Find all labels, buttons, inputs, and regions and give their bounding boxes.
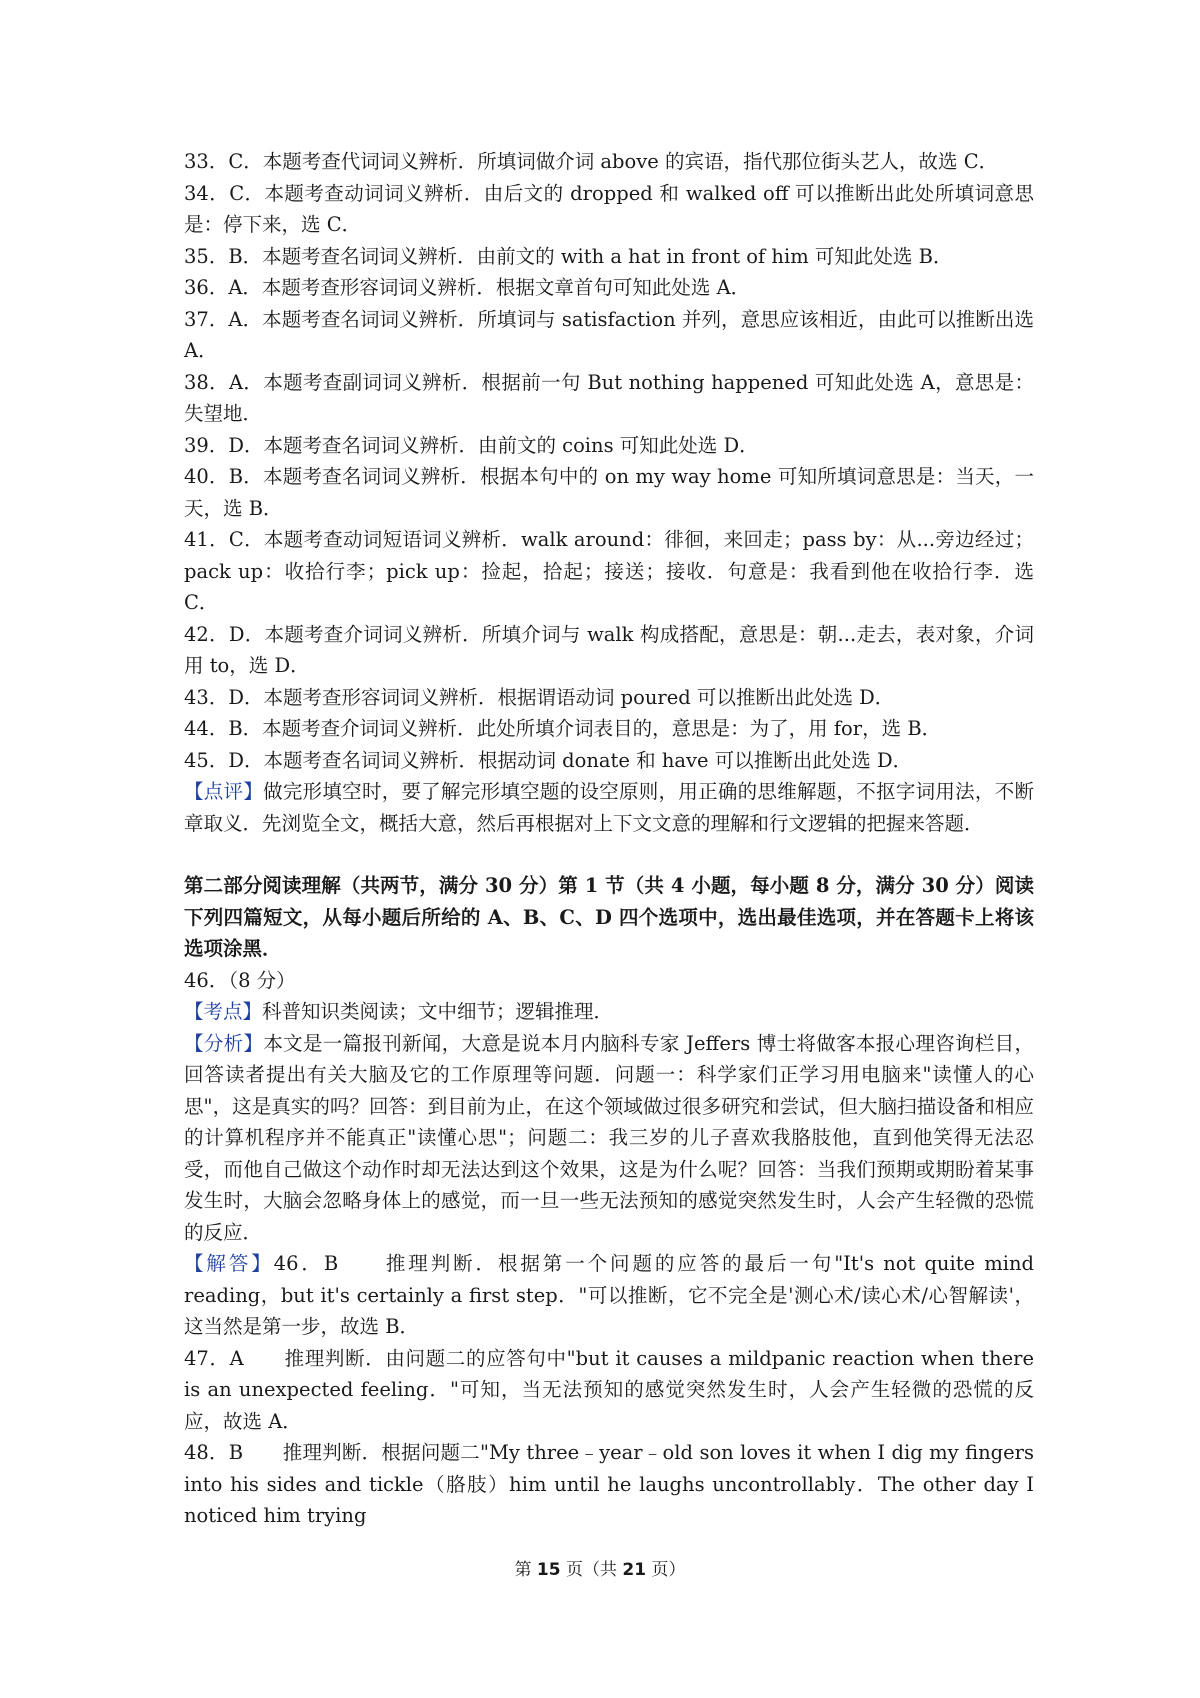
question-46-title: 46．（8 分） [184,968,296,992]
page-footer [0,1555,1200,1580]
kaodian-paragraph [184,996,1034,1028]
answer-41: 41．C．本题考查动词短语词义辨析．walk around：徘徊，来回走；pass by：从...旁边经过；pack up：收拾行李；pick up：捡起，拾起；接送；接收．句意是：我看到他在收拾行李．选 C． [184,528,1034,614]
answer-39: 39．D．本题考查名词词义辨析．由前文的 coins 可知此处选 D． [184,433,759,457]
answer-33: 33．C．本题考查代词词义辨析．所填词做介词 above 的宾语，指代那位街头艺人，故选 C． [184,150,999,173]
answer-48: 48．B 推理判断．根据问题二"My three﹣year﹣old son loves it when I dig my fingers into his sides and tickle（胳肢）him until he laughs uncontrollably．The other day I noticed him trying [184,1441,1034,1527]
kaodian-text: 科普知识类阅读；文中细节；逻辑推理． [262,1000,614,1023]
section-gap [184,839,1034,870]
footer-total-pages: 21 [622,1560,647,1580]
answer-42: 42．D．本题考查介词词义辨析．所填介词与 walk 构成搭配，意思是：朝...走去，表对象，介词用 to，选 D． [184,622,1034,677]
answer-36: 36．A．本题考查形容词词义辨析．根据文章首句可知此处选 A． [184,276,751,299]
answer-43: 43．D．本题考查形容词词义辨析．根据谓语动词 poured 可以推断出此处选 D． [184,685,895,709]
answer-34: 34．C．本题考查动词词义辨析．由后文的 dropped 和 walked off 可以推断出此处所填词意思是：停下来，选 C． [184,181,1034,236]
jieda-text: 46．B 推理判断．根据第一个问题的应答的最后一句"It's not quite mind reading，but it's certainly a first step．"可以推断，它不完全是'测心术/读心术/心智解读'，这当然是第一步，故选 B． [184,1252,1034,1338]
review-paragraph [184,776,1034,839]
footer-page-number: 15 [536,1560,561,1580]
footer-prefix: 第 [514,1560,537,1580]
fenxi-text: 本文是一篇报刊新闻，大意是说本月内脑科专家 Jeffers 博士将做客本报心理咨询栏目，回答读者提出有关大脑及它的工作原理等问题．问题一：科学家们正学习用电脑来"读懂人的心思"，这是真实的吗？回答：到目前为止，在这个领域做过很多研究和尝试，但大脑扫描设备和相应的计算机程序并不能真正"读懂心思"；问题二：我三岁的儿子喜欢我胳肢他，直到他笑得无法忍受，而他自己做这个动作时却无法达到这个效果，这是为什么呢？回答：当我们预期或期盼着某事发生时，大脑会忽略身体上的感觉，而一旦一些无法预知的感觉突然发生时，人会产生轻微的恐慌的反应． [184,1031,1034,1244]
review-tag: 【点评】 [184,780,264,803]
footer-suffix: 页） [646,1560,686,1580]
answer-38: 38．A．本题考查副词词义辨析．根据前一句 But nothing happened 可知此处选 A，意思是：失望地． [184,370,1034,425]
kaodian-tag: 【考点】 [184,1000,263,1023]
answer-37: 37．A．本题考查名词词义辨析．所填词与 satisfaction 并列，意思应该相近，由此可以推断出选 A． [184,307,1034,362]
review-text: 做完形填空时，要了解完形填空题的设空原则，用正确的思维解题，不抠字词用法，不断章取义．先浏览全文，概括大意，然后再根据对上下文文意的理解和行文逻辑的把握来答题． [184,780,1034,835]
answer-35: 35．B．本题考查名词词义辨析．由前文的 with a hat in front of him 可知此处选 B． [184,244,953,268]
fenxi-tag: 【分析】 [184,1031,264,1055]
answer-45: 45．D．本题考查名词词义辨析．根据动词 donate 和 have 可以推断出此处选 D． [184,748,913,772]
jieda-tag: 【解答】 [184,1252,274,1275]
answer-40: 40．B．本题考查名词词义辨析．根据本句中的 on my way home 可知所填词意思是：当天，一天，选 B． [184,465,1034,520]
answer-44: 44．B．本题考查介词词义辨析．此处所填介词表目的，意思是：为了，用 for，选 B． [184,717,942,740]
jieda-paragraph [184,1248,1034,1343]
answer-47: 47．A 推理判断．由问题二的应答句中"but it causes a mildpanic reaction when there is an unexpected feeling．"可知，当无法预知的感觉突然发生时，人会产生轻微的恐慌的反应，故选 A． [184,1346,1034,1433]
footer-middle: 页（共 [560,1560,623,1580]
section-heading: 第二部分阅读理解（共两节，满分 30 分）第 1 节（共 4 小题，每小题 8 分，满分 30 分）阅读下列四篇短文，从每小题后所给的 A、B、C、D 四个选项中，选出最佳选项，并在答题卡上将该选项涂黑． [184,874,1034,960]
fenxi-paragraph [184,1028,1034,1249]
answer-content [184,146,1034,1532]
